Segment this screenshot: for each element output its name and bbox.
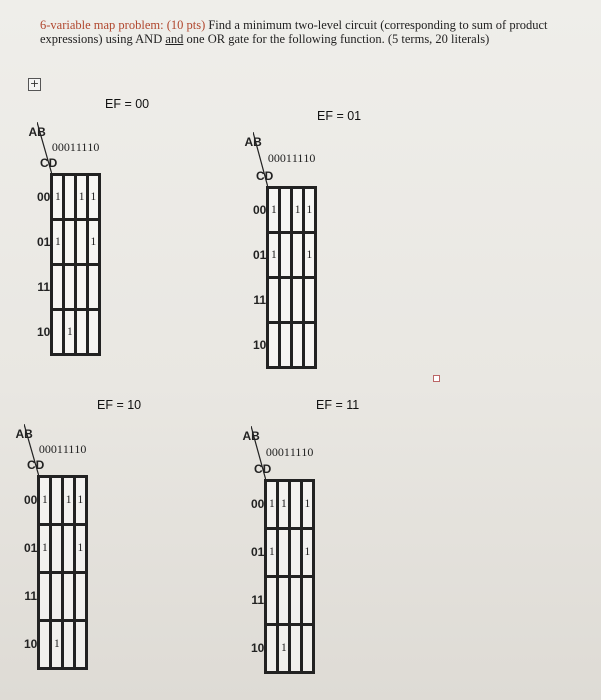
kmap-title: EF = 00 [105, 97, 150, 111]
kmap-row [253, 322, 315, 367]
row-header: 11 [251, 593, 265, 607]
column-header: 11 [62, 441, 75, 456]
kmap-cell [76, 309, 88, 354]
kmap-cell: 1 [39, 476, 51, 524]
column-header: 10 [303, 151, 316, 166]
corner-ab-label: AB [28, 125, 46, 139]
kmap-cell [51, 572, 63, 620]
kmap-cell [266, 576, 278, 624]
kmap-cell [39, 572, 51, 620]
problem-tail: one OR gate for the following function. (5 terms, 20 literals) [186, 32, 490, 46]
kmap-cell [280, 187, 292, 232]
column-header: 01 [277, 444, 290, 459]
kmap-cell: 1 [76, 174, 88, 219]
row-header: 00 [253, 202, 267, 217]
kmap-cell: 1 [301, 480, 313, 528]
resize-handle[interactable] [433, 375, 440, 382]
kmap-row [251, 624, 313, 672]
row-header: 01 [24, 541, 38, 555]
kmap-cell [76, 264, 88, 309]
kmap-cell [64, 264, 76, 309]
kmap-row [24, 620, 86, 668]
kmap-row [24, 476, 86, 524]
column-header: 11 [75, 139, 88, 154]
kmap-cell: 1 [52, 174, 64, 219]
column-header: 10 [87, 139, 100, 154]
column-header: 00 [51, 139, 64, 154]
kmap-row [251, 576, 313, 624]
kmap-cell [268, 322, 280, 367]
corner-cd-label: CD [254, 462, 272, 476]
column-header: 11 [289, 444, 302, 459]
row-header: 01 [251, 545, 265, 559]
kmap-cell [280, 322, 292, 367]
kmap-cell [51, 524, 63, 572]
column-header: 00 [267, 151, 280, 166]
kmap-row [253, 232, 315, 277]
kmap-row [37, 264, 99, 309]
kmap-grid [15, 424, 88, 670]
kmap-cell: 1 [268, 232, 280, 277]
kmap-cell [52, 309, 64, 354]
row-header: 11 [253, 292, 267, 307]
kmap-cell [290, 624, 302, 672]
row-header: 00 [37, 189, 51, 204]
kmap-cell [290, 480, 302, 528]
column-header: 00 [265, 444, 278, 459]
kmap-cell: 1 [266, 480, 278, 528]
column-header: 01 [50, 441, 63, 456]
kmap-grid [28, 122, 101, 356]
row-header: 10 [251, 641, 265, 655]
kmap-row [251, 528, 313, 576]
kmap-cell [266, 624, 278, 672]
row-header: 01 [253, 247, 267, 262]
column-header: 11 [291, 151, 304, 166]
row-header: 11 [24, 589, 38, 603]
kmap-row [253, 277, 315, 322]
kmap-cell [51, 476, 63, 524]
kmap-cell: 1 [292, 187, 304, 232]
kmap-cell [74, 572, 86, 620]
corner-cd-label: CD [256, 169, 274, 183]
kmap-grid [242, 426, 315, 674]
kmap-cell [301, 624, 313, 672]
kmap-cell [268, 277, 280, 322]
kmap-cell: 1 [278, 480, 290, 528]
expand-icon[interactable]: + [29, 77, 40, 90]
kmap-cell [292, 277, 304, 322]
kmap-cell: 1 [64, 309, 76, 354]
kmap-cell: 1 [278, 624, 290, 672]
column-header: 00 [38, 441, 51, 456]
kmap-cell: 1 [303, 187, 315, 232]
kmap-cell [74, 620, 86, 668]
kmap-cell: 1 [74, 476, 86, 524]
kmap-cell: 1 [268, 187, 280, 232]
corner-ab-label: AB [242, 429, 260, 443]
corner-ab-label: AB [244, 135, 262, 149]
kmap-cell [280, 277, 292, 322]
kmap-row [253, 187, 315, 232]
column-header: 10 [301, 444, 314, 459]
kmap-cell: 1 [266, 528, 278, 576]
kmap-cell [301, 576, 313, 624]
kmap-cell [63, 620, 75, 668]
kmap-row [37, 309, 99, 354]
kmap-title: EF = 01 [317, 109, 362, 123]
problem-and-word: and [165, 32, 184, 46]
kmap-cell [278, 528, 290, 576]
kmap-cell [87, 309, 99, 354]
column-header: 10 [74, 441, 87, 456]
kmap-cell [52, 264, 64, 309]
kmap-cell: 1 [74, 524, 86, 572]
column-header: 01 [63, 139, 76, 154]
kmap-cell: 1 [52, 219, 64, 264]
kmap-cell: 1 [301, 528, 313, 576]
kmap-cell: 1 [63, 476, 75, 524]
column-header: 01 [279, 151, 292, 166]
kmap-cell [303, 277, 315, 322]
row-header: 00 [251, 497, 265, 511]
kmap-cell: 1 [87, 174, 99, 219]
kmap-cell: 1 [51, 620, 63, 668]
row-header: 10 [253, 337, 267, 352]
corner-cd-label: CD [40, 156, 58, 170]
row-header: 10 [24, 637, 38, 651]
kmap-row [24, 524, 86, 572]
kmap-cell [278, 576, 290, 624]
kmap-row [37, 174, 99, 219]
kmap-cell: 1 [303, 232, 315, 277]
problem-body: Find a minimum two-level circuit (corresponding to sum of product expressions) using AND [40, 18, 548, 46]
row-header: 11 [37, 279, 51, 294]
corner-cd-label: CD [27, 458, 45, 472]
kmap-cell [290, 576, 302, 624]
kmap-row [37, 219, 99, 264]
kmap-cell [64, 174, 76, 219]
kmap-title: EF = 10 [97, 398, 142, 412]
kmap-cell: 1 [87, 219, 99, 264]
kmap-cell [290, 528, 302, 576]
corner-ab-label: AB [15, 427, 33, 441]
kmap-cell [87, 264, 99, 309]
kmap-row [251, 480, 313, 528]
kmap-cell [303, 322, 315, 367]
kmap-title: EF = 11 [316, 398, 360, 412]
row-header: 00 [24, 493, 38, 507]
kmap-cell [292, 232, 304, 277]
kmap-cell: 1 [39, 524, 51, 572]
problem-statement [40, 18, 585, 46]
row-header: 10 [37, 324, 51, 339]
problem-title: 6-variable map problem: (10 pts) [40, 18, 206, 32]
kmap-grid [244, 132, 317, 369]
kmap-cell [280, 232, 292, 277]
kmap-cell [292, 322, 304, 367]
kmap-cell [64, 219, 76, 264]
row-header: 01 [37, 234, 51, 249]
kmap-cell [63, 572, 75, 620]
kmap-cell [39, 620, 51, 668]
kmap-cell [63, 524, 75, 572]
kmap-row [24, 572, 86, 620]
kmap-cell [76, 219, 88, 264]
